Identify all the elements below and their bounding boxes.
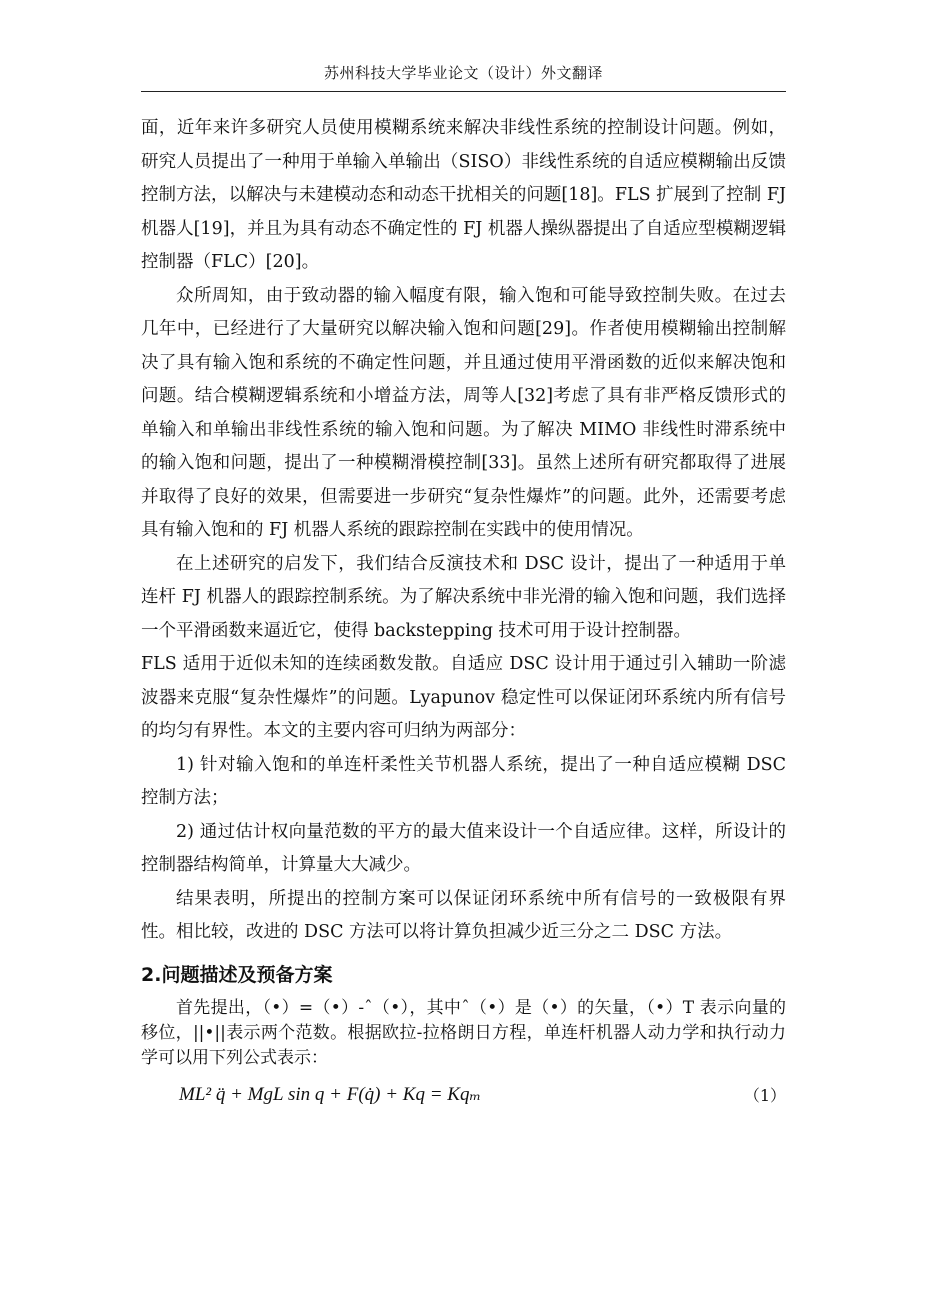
section-heading: 2.问题描述及预备方案 [141,963,333,986]
paragraph-4: FLS 适用于近似未知的连续函数发散。自适应 DSC 设计用于通过引入辅助一阶滤波器来克服“复杂性爆炸”的问题。Lyapunov 稳定性可以保证闭环系统内所有信号的均匀有界性。本文的主要内容可归纳为两部分： [141,654,786,741]
page-header: 苏州科技大学毕业论文（设计）外文翻译 [323,64,603,82]
paragraph-3: 在上述研究的启发下，我们结合反演技术和 DSC 设计，提出了一种适用于单连杆 FJ 机器人的跟踪控制系统。为了解决系统中非光滑的输入饱和问题，我们选择一个平滑函数来逼近它，使得 backstepping 技术可用于设计控制器。 [141,553,786,641]
equation-number: （1） [743,1085,786,1105]
list-item-1: 1) 针对输入饱和的单连杆柔性关节机器人系统，提出了一种自适应模糊 DSC 控制方法； [141,754,786,808]
list-item-2: 2) 通过估计权向量范数的平方的最大值来设计一个自适应律。这样，所设计的控制器结构简单，计算量大大减少。 [141,821,786,875]
paragraph-2: 众所周知，由于致动器的输入幅度有限，输入饱和可能导致控制失败。在过去几年中，已经进行了大量研究以解决输入饱和问题[29]。作者使用模糊输出控制解决了具有输入饱和系统的不确定性问题，并且通过使用平滑函数的近似来解决饱和问题。结合模糊逻辑系统和小增益方法，周等人[32]考虑了具有非严格反馈形式的单输入和单输出非线性系统的输入饱和问题。为了解决 MIMO 非线性时滞系统中的输入饱和问题，提出了一种模糊滑模控制[33]。虽然上述所有研究都取得了进展并取得了良好的效果，但需要进一步研究“复杂性爆炸”的问题。此外，还需要考虑具有输入饱和的 FJ 机器人系统的跟踪控制在实践中的使用情况。 [141,285,786,540]
equation-1 [141,1075,786,1117]
header-divider [141,91,786,92]
paragraph-1: 面，近年来许多研究人员使用模糊系统来解决非线性系统的控制设计问题。例如，研究人员提出了一种用于单输入单输出（SISO）非线性系统的自适应模糊输出反馈控制方法，以解决与未建模动态和动态干扰相关的问题[18]。FLS 扩展到了控制 FJ 机器人[19]，并且为具有动态不确定性的 FJ 机器人操纵器提出了自适应型模糊逻辑控制器（FLC）[20]。 [141,118,786,272]
paragraph-5: 结果表明，所提出的控制方案可以保证闭环系统中所有信号的一致极限有界性。相比较，改进的 DSC 方法可以将计算负担减少近三分之二 DSC 方法。 [141,888,786,942]
section-intro: 首先提出，（•）=（•）-ˆ（•），其中ˆ（•）是（•）的矢量，（•）T 表示向量的移位，||•||表示两个范数。根据欧拉-拉格朗日方程，单连杆机器人动力学和执行动力学可以用下列公式表示： [141,997,786,1068]
document-body [141,112,786,1117]
equation-formula: ML² q̈ + MgL sin q + F(q̇) + Kq = Kqₘ [179,1083,482,1105]
